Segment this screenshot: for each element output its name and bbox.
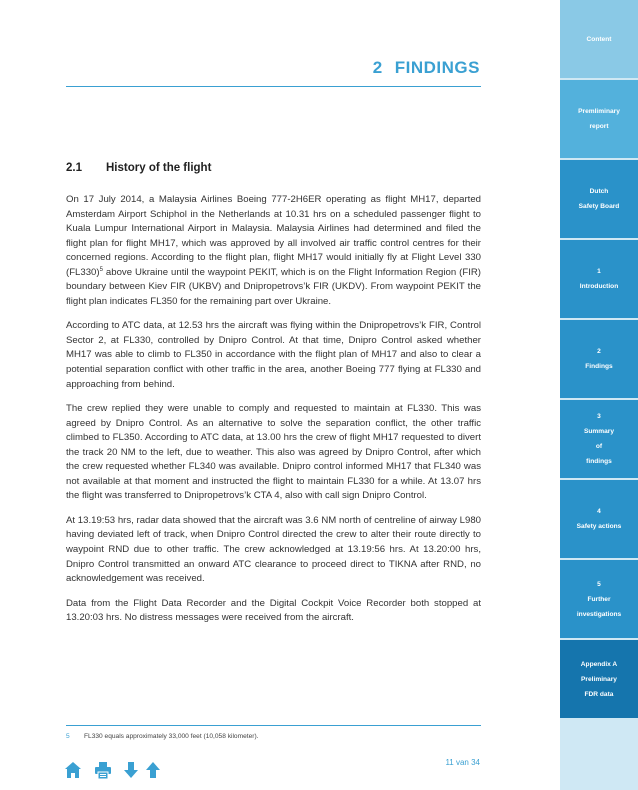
chapter-title	[300, 58, 480, 78]
sidebar-item-findings[interactable]	[560, 320, 638, 398]
print-button[interactable]	[94, 760, 112, 780]
sidebar-item-label: Safety Board	[578, 203, 620, 210]
sidebar-item-label: Dutch	[589, 188, 609, 195]
sidebar-item-preliminary-report[interactable]	[560, 80, 638, 158]
sidebar-item-safety-actions[interactable]	[560, 480, 638, 558]
chapter-number: 2	[372, 58, 383, 77]
paragraph: The crew replied they were unable to comply and requested to maintain at FL330. This was agreed by Dnipro Control. As an alternative to solve the separation conflict, the other traffic climbed to FL350. According to ATC data, at 13.00 hrs the crew of flight MH17 requested to divert the track 20 NM to the left, due to weather. This also was agreed by Dnipro Control, after which the crew requested whether FL340 was available. Dnipro control informed MH17 that FL340 was not available at that moment and instructed the flight to maintain FL330 for a while. At 13.07 hrs the flight was transferred to Dnipropetrovs’k CTA 4, also with call sign Dnipro Control.	[66, 403, 481, 502]
sidebar-item-label: of	[595, 443, 603, 450]
paragraph: Data from the Flight Data Recorder and the Digital Cockpit Voice Recorder both stopped at 13.20:03 hrs. No distress messages were received from the aircraft.	[66, 597, 481, 624]
paragraph: At 13.19:53 hrs, radar data showed that the aircraft was 3.6 NM north of centreline of airway L980 having deviated left of track, when Dnipro Control directed the crew to alter their route directly to waypoint RND due to other traffic. The crew acknowledged at 13.19:56 hrs. At 13.20:00 hrs, Dnipro Control transmitted an onward ATC clearance to proceed direct to TIKNA after RND, no acknowledgement was received.	[66, 514, 481, 585]
section-heading	[66, 162, 211, 174]
sidebar-item-content[interactable]	[560, 0, 638, 78]
sidebar-item-label: Appendix A	[580, 660, 618, 668]
next-page-button[interactable]	[122, 760, 140, 780]
home-icon	[64, 760, 82, 780]
sidebar-item-dutch-safety-board[interactable]	[560, 160, 638, 238]
sidebar-item-label: report	[589, 123, 609, 130]
sidebar-item-label: Introduction	[579, 283, 619, 290]
chapter-name: FINDINGS	[394, 58, 480, 77]
sidebar-item-label: Safety actions	[576, 523, 622, 530]
sidebar-item-appendix-a[interactable]	[560, 640, 638, 718]
sidebar-item-label: investigations	[576, 610, 622, 618]
sidebar-item-label: Premliminary	[578, 108, 620, 115]
sidebar-item-number: 1	[597, 268, 601, 275]
sidebar-item-label: Preliminary	[581, 675, 617, 683]
printer-icon	[94, 760, 112, 780]
sidebar-item-label: Further	[587, 595, 611, 603]
sidebar-item-label: Content	[586, 35, 612, 43]
body-text	[66, 193, 481, 636]
footnote-reference[interactable]: 5	[99, 266, 103, 273]
sidebar-item-number: 4	[597, 508, 601, 515]
sidebar-item-summary-of-findings[interactable]	[560, 400, 638, 478]
section-number: 2.1	[66, 162, 82, 174]
paragraph	[66, 193, 481, 309]
paragraph: According to ATC data, at 12.53 hrs the aircraft was flying within the Dnipropetrovs’k FIR, Control Sector 2, at FL330, controlled by Dnipro Control. At that time, Dnipro Control asked whether MH17 was able to climb to FL350 in accordance with the flight plan of MH17 and also to clear a potential separation conflict with other traffic in the area, another Boeing 777 flying at FL330 and approaching from behind.	[66, 320, 481, 390]
sidebar-item-label: FDR data	[584, 690, 614, 698]
footnote-text: FL330 equals approximately 33,000 feet (10,058 kilometer).	[84, 733, 259, 740]
sidebar-item-label: findings	[586, 458, 612, 465]
sidebar-item-number: 2	[597, 348, 601, 355]
sidebar-item-number: 3	[597, 413, 601, 420]
paragraph-text: above Ukraine until the waypoint PEKIT, which is on the Flight Information Region (FIR) boundary between Kiev FIR (UKBV) and Dnipropetrovs’k FIR (UKDV). From waypoint PEKIT the flight plan indicates FL350 for the remaining part over Ukraine.	[66, 266, 481, 307]
arrow-down-icon	[122, 760, 140, 780]
footnote	[66, 733, 258, 740]
chapter-sidebar	[560, 0, 638, 790]
paragraph-text: On 17 July 2014, a Malaysia Airlines Boeing 777-2H6ER operating as flight MH17, departed Amsterdam Airport Schiphol in the Netherlands at 10.31 hrs on a scheduled passenger flight to Kuala Lumpur International Airport in Malaysia. Malaysia Airlines had determined and filed the flight plan for flight MH17, which was approved by all involved air traffic control centres for their concerned regions. According to the flight plan, flight MH17 would initially fly at Flight Level 330 (FL330)	[66, 194, 481, 278]
page-number: 11 van 34	[445, 758, 480, 767]
sidebar-item-label: Summary	[583, 428, 615, 435]
sidebar-item-further-investigations[interactable]	[560, 560, 638, 638]
sidebar-item-label: Findings	[585, 363, 613, 370]
previous-page-button[interactable]	[144, 760, 162, 780]
header-divider	[66, 86, 481, 87]
sidebar-item-introduction[interactable]	[560, 240, 638, 318]
sidebar-item-number: 5	[597, 580, 601, 588]
arrow-up-icon	[144, 760, 162, 780]
footnote-number: 5	[66, 733, 70, 740]
footnote-divider	[66, 725, 481, 726]
home-button[interactable]	[64, 760, 82, 780]
section-title: History of the flight	[106, 162, 212, 174]
